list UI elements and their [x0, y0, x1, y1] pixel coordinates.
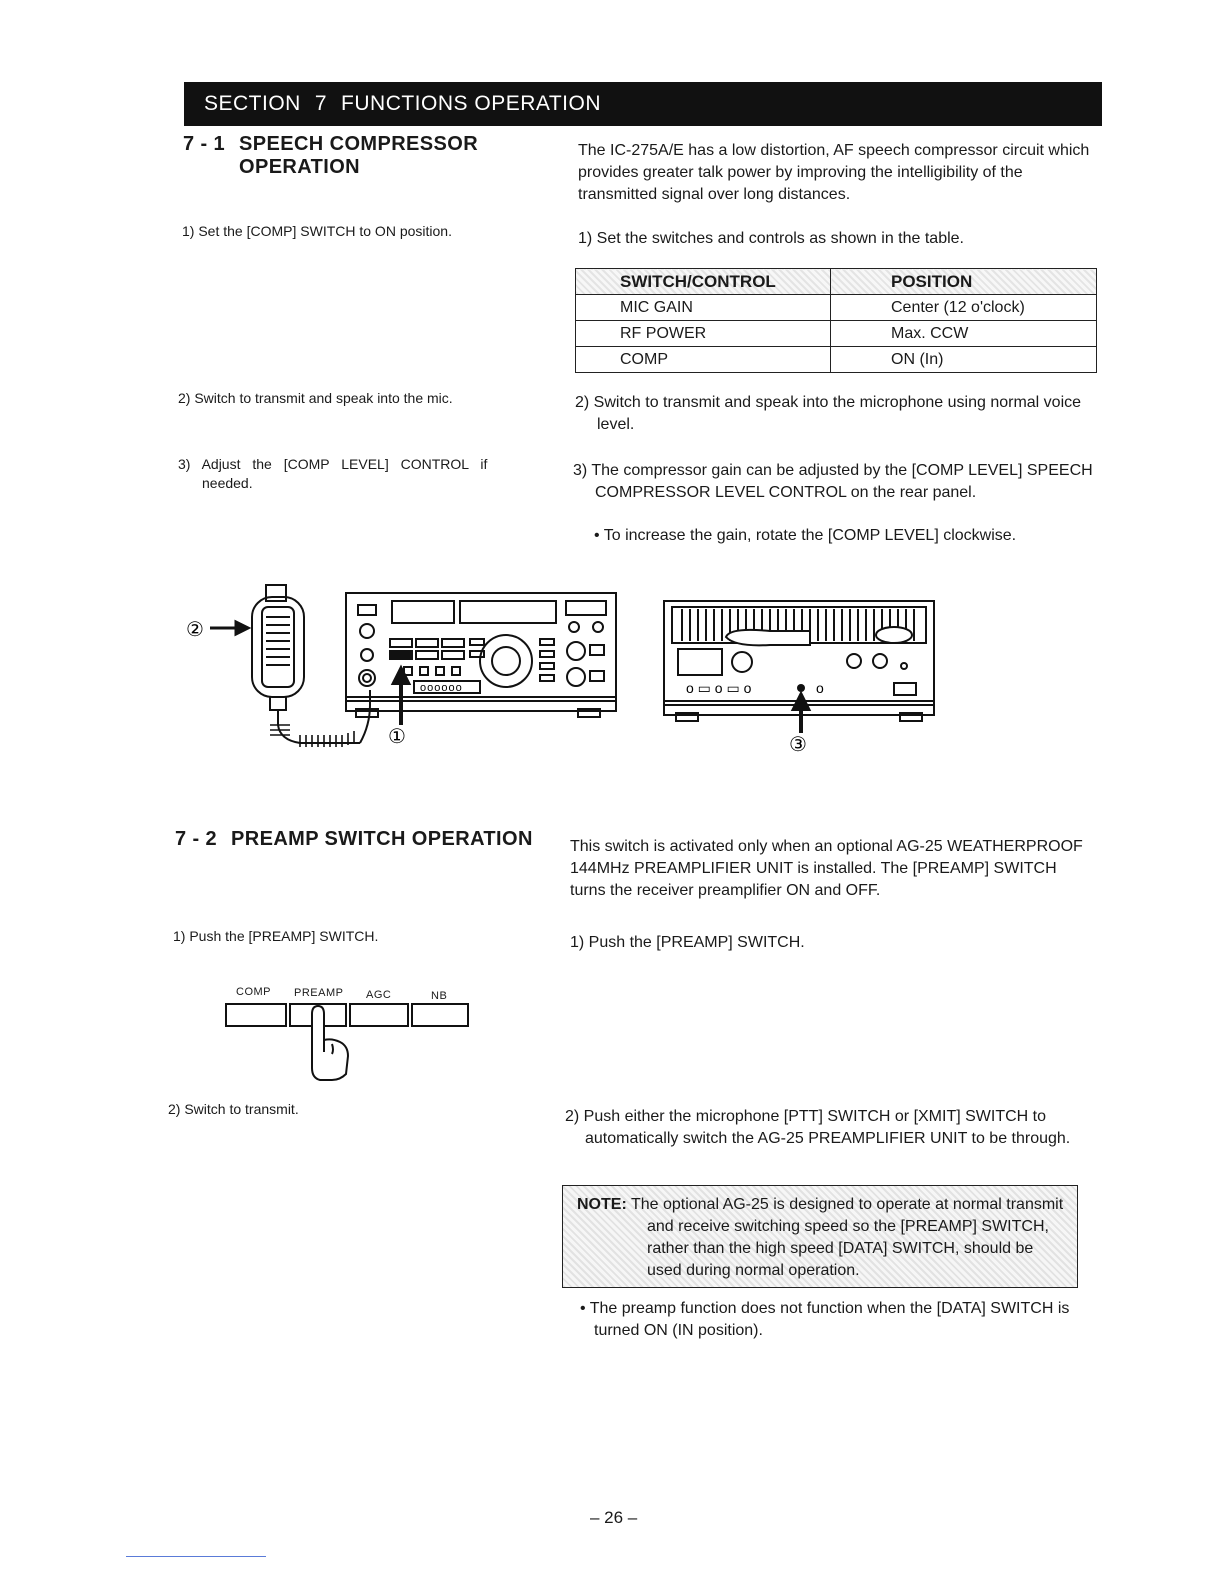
preamp-note	[562, 1185, 1078, 1288]
table-header-position: POSITION	[831, 269, 1097, 295]
table-header-row	[576, 269, 1097, 295]
speech-right-step-3: 3) The compressor gain can be adjusted by the [COMP LEVEL] SPEECH COMPRESSOR LEVEL CONTROL on the rear panel.	[573, 462, 1093, 501]
callout-comp-level: ③	[789, 734, 807, 756]
section-label: SECTION	[204, 92, 301, 115]
speech-title-line2: OPERATION	[239, 156, 361, 178]
speech-left-step-3: 3) Adjust the [COMP LEVEL] CONTROL if needed.	[178, 456, 488, 491]
preamp-heading-number: 7 - 2	[175, 828, 218, 850]
preamp-buttons-illustration	[222, 1000, 482, 1086]
preamp-heading: PREAMP SWITCH OPERATION	[231, 828, 533, 850]
preamp-bullet: • The preamp function does not function when the [DATA] SWITCH is turned ON (IN position).	[580, 1300, 1070, 1339]
note-label: NOTE:	[577, 1196, 627, 1213]
page-number: – 26 –	[590, 1508, 638, 1527]
front-panel-dots: oooooo	[420, 682, 463, 694]
preamp-right-step-1: 1) Push the [PREAMP] SWITCH.	[570, 934, 805, 951]
table-header-switch: SWITCH/CONTROL	[576, 269, 831, 295]
pressing-finger-icon	[312, 1006, 348, 1080]
preamp-intro: This switch is activated only when an optional AG-25 WEATHERPROOF 144MHz PREAMPLIFIER UNIT is installed. The [PREAMP] SWITCH turns the receiver preamplifier ON and OFF.	[570, 838, 1083, 899]
preamp-left-step-2: 2) Switch to transmit.	[168, 1101, 299, 1117]
speech-left-step-2: 2) Switch to transmit and speak into the mic.	[178, 390, 453, 406]
btn-label-nb: NB	[431, 990, 448, 1002]
front-panel-icon	[346, 593, 616, 717]
footer-rule	[126, 1556, 266, 1557]
table-cell-position: Max. CCW	[831, 321, 1097, 347]
btn-label-comp: COMP	[236, 986, 271, 998]
radio-illustration	[170, 575, 950, 775]
table-cell-control: COMP	[576, 347, 831, 373]
speech-intro: The IC-275A/E has a low distortion, AF speech compressor circuit which provides greater talk power by improving the intelligibility of the transmitted signal over long distances.	[578, 142, 1090, 203]
section-title: FUNCTIONS OPERATION	[341, 92, 601, 115]
table-row	[576, 347, 1097, 373]
btn-label-agc: AGC	[366, 989, 392, 1001]
speech-left-step-1: 1) Set the [COMP] SWITCH to ON position.	[182, 223, 452, 239]
rear-panel-jacks: o ▭ o ▭ o	[686, 680, 752, 696]
comp-button-icon	[226, 1004, 286, 1026]
preamp-right-step-2: 2) Push either the microphone [PTT] SWITCH or [XMIT] SWITCH to automatically switch the AG-25 PREAMPLIFIER UNIT to be through.	[565, 1108, 1071, 1147]
rear-panel-jack-end: o	[816, 680, 824, 696]
note-text: The optional AG-25 is designed to operate at normal transmit and receive switching speed so the [PREAMP] SWITCH, rather than the high speed [DATA] SWITCH, should be used during normal operation.	[630, 1196, 1064, 1279]
table-cell-control: RF POWER	[576, 321, 831, 347]
table-cell-position: ON (In)	[831, 347, 1097, 373]
speech-heading-number: 7 - 1	[183, 133, 226, 155]
nb-button-icon	[412, 1004, 468, 1026]
agc-button-icon	[350, 1004, 408, 1026]
table-row	[576, 321, 1097, 347]
preamp-left-step-1: 1) Push the [PREAMP] SWITCH.	[173, 928, 379, 944]
callout-comp: ①	[388, 726, 406, 748]
speech-heading	[239, 133, 478, 179]
callout-ptt: ②	[186, 619, 204, 641]
section-number: 7	[314, 92, 328, 115]
speech-right-step-1: 1) Set the switches and controls as shown in the table.	[578, 230, 964, 247]
speech-bullet: • To increase the gain, rotate the [COMP LEVEL] clockwise.	[594, 527, 1017, 544]
speech-right-step-2: 2) Switch to transmit and speak into the microphone using normal voice level.	[575, 394, 1082, 433]
btn-label-preamp: PREAMP	[294, 987, 344, 999]
switch-position-table	[575, 268, 1097, 373]
microphone-icon	[252, 585, 370, 743]
speech-title-line1: SPEECH COMPRESSOR	[239, 133, 479, 155]
ptt-arrow-icon	[210, 622, 248, 634]
table-cell-control: MIC GAIN	[576, 295, 831, 321]
section-banner	[184, 82, 1102, 126]
table-row	[576, 295, 1097, 321]
table-cell-position: Center (12 o'clock)	[831, 295, 1097, 321]
